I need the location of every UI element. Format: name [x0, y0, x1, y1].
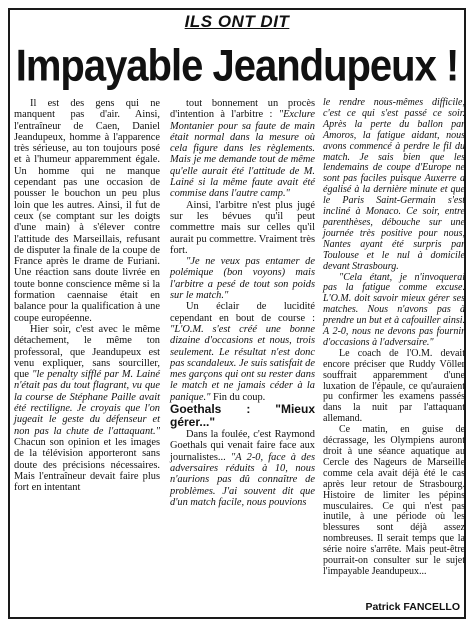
col3-paragraph-2: "Cela étant, je n'invoquerai pas la fatigue comme excuse. L'O.M. doit savoir mieux gérer ses matches. Nous n'avons pas à prendre un but et à cafouiller ainsi. A 2-0, nous ne devons pas fournir d'occasions à l'adversaire." — [323, 271, 465, 348]
article-headline: Impayable Jeandupeux ! — [15, 41, 459, 91]
col2-p4-tail: Fin du coup. — [210, 391, 266, 403]
col2-subheading: Goethals : "Mieux gérer..." — [170, 402, 315, 430]
col2-paragraph-4 — [170, 301, 315, 403]
col3-paragraph-3: Le coach de l'O.M. devait encore préciser que Ruddy Völler souffrait apparemment d'une luxation de l'épaule, ce qu'auraient pu confirmer les examens passés dans la nuit par l'attaquant allemand. — [323, 347, 465, 425]
col1-p2-text-c: Chacun son opinion et les images de la télévision apporteront sans doute des précisions nécessaires. Mais l'entraîneur devait faire plus fort en intentant — [14, 436, 160, 494]
col2-p4-quote: "L'O.M. s'est créé une bonne dizaine d'occasions et nous, trois seulement. Le résultat n'est donc pas scandaleux. Je suis satisfait de mes garçons qui ont su rester dans le match et ne jamais céder à la panique." — [170, 323, 315, 403]
col2-paragraph-3 — [170, 256, 315, 301]
col1-p2-text-a: Hier soir, c'est avec le même détachement, le même ton professoral, que Jeandupeux est venu expliquer, sans sourciller, que — [14, 323, 160, 381]
col2-p1-quote: "Exclure Montanier pour sa faute de main était normal dans la mesure où cela figure dans les règlements. Mais je me demande tout de même qu'elle aurait été l'attitude de M. Lainé si la même faute avait été commise dans l'autre camp." — [170, 109, 315, 200]
article-kicker: ILS ONT DIT — [184, 12, 290, 31]
col1-p2-quote: "le penalty sifflé par M. Lainé n'était pas du tout flagrant, vu que la course de Stéphane Paille avait été rectiligne. Je croyais que l'on jugeait le geste du défenseur et non pas la chute de l'attaquant." — [14, 369, 160, 437]
col1-paragraph-1: Il est des gens qui ne manquent pas d'air. Ainsi, l'entraîneur de Caen, Daniel Jeandupeux, homme à l'apparence très sérieuse, au ton toujours posé et à l'humeur apparemment égale. Un homme qui ne manque cependant pas une occasion de pousser le bouchon un peu plus loin que les autres. Ainsi, il fut de ceux (se comptant sur les doigts d'une main) à s'élever contre l'attitude des Marseillais, refusant de disputer la finale de la coupe de France après le drame de Furiani. Une réaction sans doute livrée en toute bonne conscience même si la formation caennaise était en balance pour la qualification à une coupe européenne. — [14, 98, 160, 324]
col1-paragraph-2 — [14, 324, 160, 493]
col2-paragraph-1 — [170, 98, 315, 200]
col2-p1-text: tout bonnement un procès d'intention à l'arbitre : — [170, 98, 315, 121]
col2-p3-quote: "Je ne veux pas entamer de polémique (bon voyons) mais l'arbitre a pesé de tout son poids sur le match." — [170, 256, 315, 302]
col3-paragraph-1: le rendre nous-mêmes difficile, c'est ce qui s'est passé ce soir. Après la perte du ballon par Amoros, la fatigue aidant, nous avons commencé à perdre le fil du match. Je sais bien que les lendemains de coupe d'Europe ne sont pas faciles puisque Auxerre a égalisé à la dernière minute et que le Paris Saint-Germain s'est incliné à Monaco. Ce soir, entre parenthèses, débouche sur une journée très positive pour nous, Nantes ayant été surpris par Toulouse et le nul à domicile devant Strasbourg. — [323, 97, 465, 272]
col2-paragraph-2: Ainsi, l'arbitre n'est plus jugé sur les bévues qu'il peut commettre mais sur celles qu'il aurait pu commettre. Vraiment très fort. — [170, 199, 315, 256]
article-column-1 — [14, 98, 160, 493]
article-column-2 — [170, 98, 315, 508]
col2-paragraph-5 — [170, 429, 315, 508]
col2-p4-text: Un éclair de lucidité cependant en bout de course : — [170, 301, 315, 324]
col3-paragraph-4: Ce matin, en guise de décrassage, les Olympiens auront droit à une séance aquatique au Cercle des Nageurs de Marseille comme cela avait déjà été le cas après leur retour de Strasbourg. Histoire de limiter les pépins musculaires. Ce qui n'est pas inutile, à une période où les blessures sont déjà assez nombreuses. Il serait temps que la série noire s'arrête. Mais peut-être pourrait-on consulter sur le sujet l'impayable Jeandupeux... — [323, 424, 465, 577]
article-signature: Patrick FANCELLO — [365, 601, 460, 613]
col2-p5-quote: "A 2-0, face à des adversaires réduits à 10, nous n'aurions pas dû connaître de problèmes. J'ai souvent dit que d'un match facile, nous pouvions — [170, 451, 316, 508]
article-column-3 — [323, 98, 465, 578]
col2-p5-text: Dans la foulée, c'est Raymond Goethals qui venait faire face aux journalistes... — [170, 429, 315, 463]
